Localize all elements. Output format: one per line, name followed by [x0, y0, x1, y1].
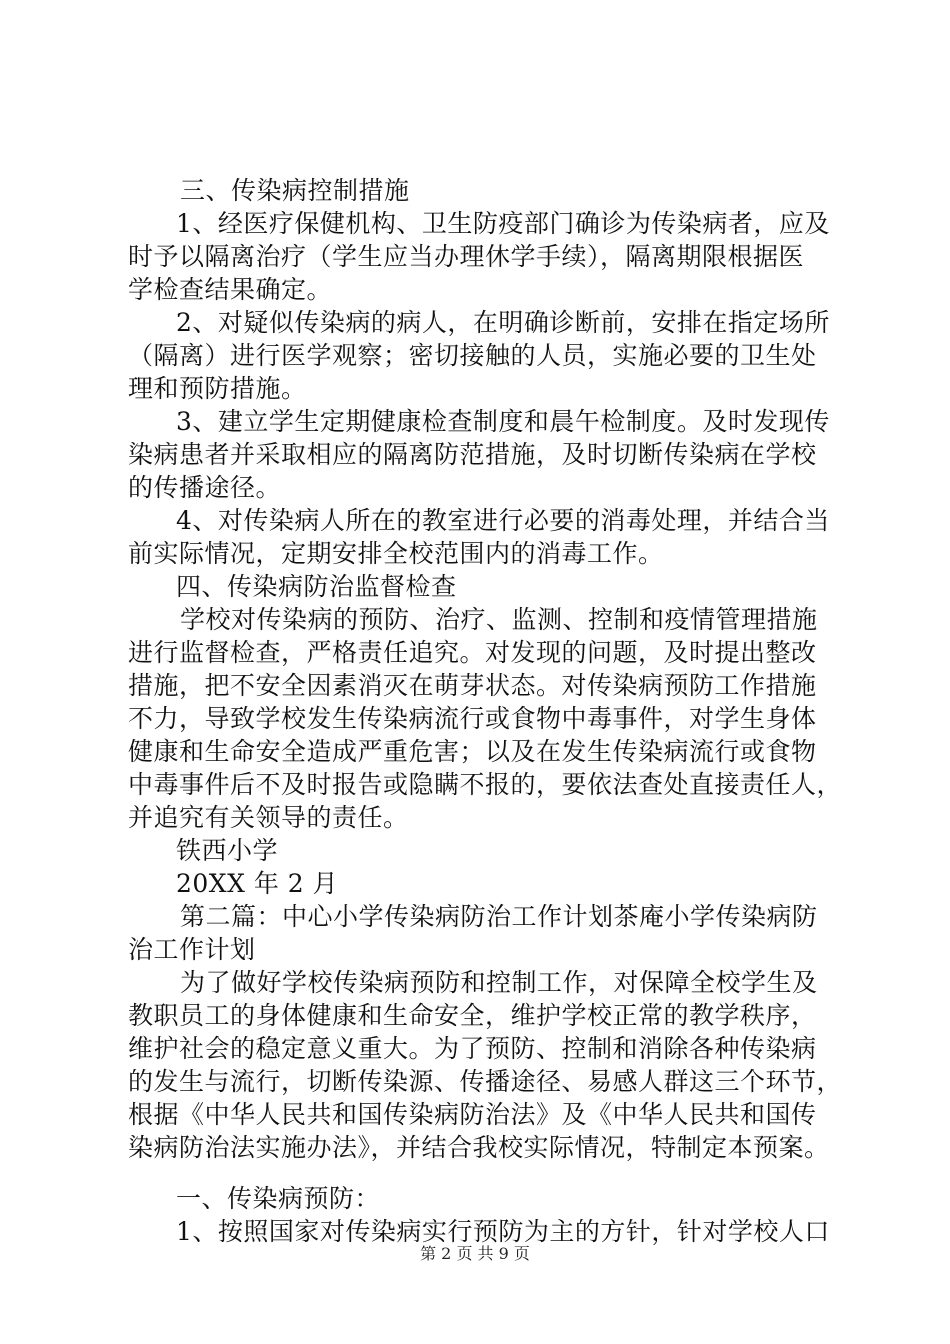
signature-school: 铁西小学	[176, 836, 279, 865]
text-line: 不力，导致学校发生传染病流行或食物中毒事件，对学生身体	[128, 704, 817, 733]
text-line: 的传播途径。	[128, 473, 282, 502]
text-line: 1、经医疗保健机构、卫生防疫部门确诊为传染病者，应及	[176, 209, 830, 238]
text-line: 学检查结果确定。	[128, 275, 333, 304]
text-line: 前实际情况，定期安排全校范围内的消毒工作。	[128, 539, 664, 568]
text-line: 4、对传染病人所在的教室进行必要的消毒处理，并结合当	[176, 506, 830, 535]
section-heading-prevention: 一、传染病预防：	[176, 1184, 381, 1213]
text-line: 学校对传染病的预防、治疗、监测、控制和疫情管理措施	[180, 605, 818, 634]
text-line: 染病患者并采取相应的隔离防范措施，及时切断传染病在学校	[128, 440, 817, 469]
chapter-heading-second-cont: 治工作计划	[128, 935, 256, 964]
text-line: 进行监督检查，严格责任追究。对发现的问题，及时提出整改	[128, 638, 817, 667]
section-heading-control-measures: 三、传染病控制措施	[180, 176, 410, 205]
text-line: 中毒事件后不及时报告或隐瞒不报的，要依法查处直接责任人，	[128, 770, 843, 799]
text-line: （隔离）进行医学观察；密切接触的人员，实施必要的卫生处	[128, 341, 817, 370]
text-line: 3、建立学生定期健康检查制度和晨午检制度。及时发现传	[176, 407, 830, 436]
chapter-heading-second: 第二篇：中心小学传染病防治工作计划茶庵小学传染病防	[180, 902, 818, 931]
text-line: 措施，把不安全因素消灭在萌芽状态。对传染病预防工作措施	[128, 671, 817, 700]
text-line: 教职员工的身体健康和生命安全，维护学校正常的教学秩序，	[128, 1001, 817, 1030]
signature-date: 20XX 年 2 月	[176, 869, 339, 898]
text-line: 健康和生命安全造成严重危害；以及在发生传染病流行或食物	[128, 737, 817, 766]
text-line: 染病防治法实施办法》，并结合我校实际情况，特制定本预案。	[128, 1133, 830, 1162]
text-line: 2、对疑似传染病的病人，在明确诊断前，安排在指定场所	[176, 308, 830, 337]
text-line: 的发生与流行，切断传染源、传播途径、易感人群这三个环节，	[128, 1067, 843, 1096]
text-line: 根据《中华人民共和国传染病防治法》及《中华人民共和国传	[128, 1100, 817, 1129]
text-line: 并追究有关领导的责任。	[128, 803, 409, 832]
text-line: 理和预防措施。	[128, 374, 307, 403]
text-line: 为了做好学校传染病预防和控制工作，对保障全校学生及	[180, 968, 818, 997]
text-line: 维护社会的稳定意义重大。为了预防、控制和消除各种传染病	[128, 1034, 817, 1063]
page-number-footer: 第 2 页 共 9 页	[420, 1244, 530, 1263]
text-line: 1、按照国家对传染病实行预防为主的方针，针对学校人口	[176, 1217, 830, 1246]
text-line: 时予以隔离治疗（学生应当办理休学手续），隔离期限根据医	[128, 242, 805, 271]
section-heading-supervision: 四、传染病防治监督检查	[176, 572, 457, 601]
